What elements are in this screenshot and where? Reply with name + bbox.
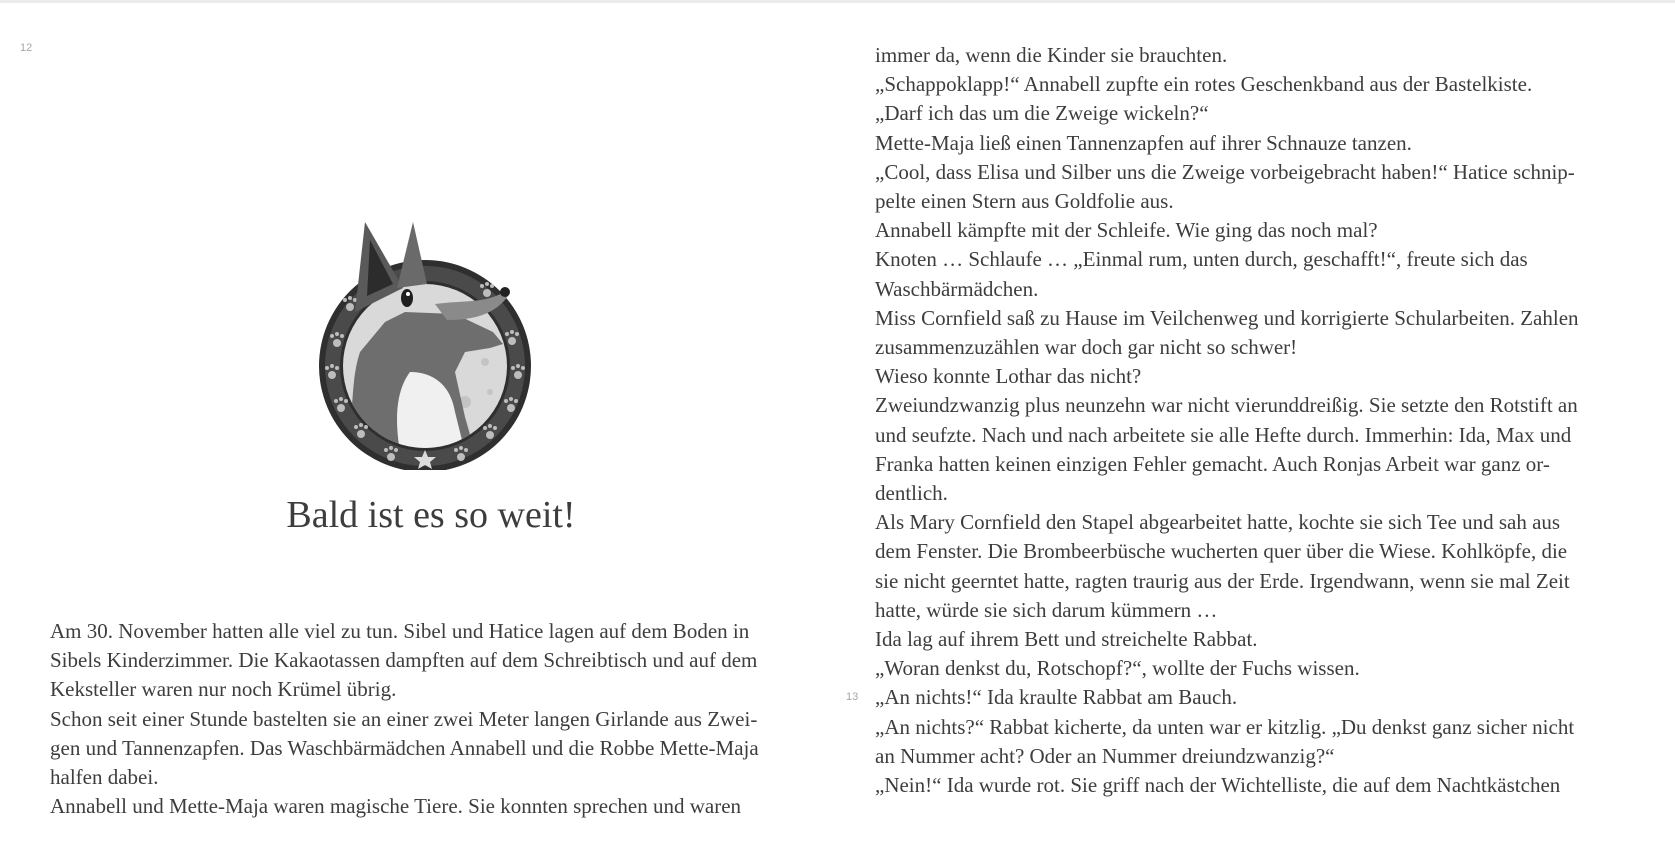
text-line: Keksteller waren nur noch Krümel übrig. <box>50 677 397 702</box>
text-line: „An nichts!“ Ida kraulte Rabbat am Bauch. <box>875 685 1238 710</box>
text-line: dem Fenster. Die Brombeerbüsche wucherten quer über die Wiese. Kohlköpfe, die <box>875 539 1568 564</box>
top-divider <box>0 0 1675 3</box>
text-line: Waschbärmädchen. <box>875 276 1039 301</box>
text-line: Annabell und Mette-Maja waren magische Tiere. Sie konnten sprechen und waren <box>50 794 742 819</box>
text-line: Ida lag auf ihrem Bett und streichelte Rabbat. <box>875 627 1258 652</box>
text-line: „An nichts?“ Rabbat kicherte, da unten war er kitzlig. „Du denkst ganz sicher nicht <box>875 714 1575 739</box>
text-line: hatte, würde sie sich darum kümmern … <box>875 597 1218 622</box>
text-line: und seufzte. Nach und nach arbeitete sie alle Hefte durch. Immerhin: Ida, Max und <box>875 422 1572 447</box>
text-line: Knoten … Schlaufe … „Einmal rum, unten durch, geschafft!“, freute sich das <box>875 247 1528 272</box>
text-line: Sibels Kinderzimmer. Die Kakaotassen dampften auf dem Schreibtisch und auf dem <box>50 648 758 673</box>
text-line: „Cool, dass Elisa und Silber uns die Zweige vorbeigebracht haben!“ Hatice schnip- <box>875 159 1575 184</box>
text-line: pelte einen Stern aus Goldfolie aus. <box>875 189 1174 214</box>
text-line: dentlich. <box>875 481 948 506</box>
text-line: Wieso konnte Lothar das nicht? <box>875 364 1142 389</box>
text-line: „Schappoklapp!“ Annabell zupfte ein rotes Geschenkband aus der Bastelkiste. <box>875 72 1533 97</box>
text-line: Als Mary Cornfield den Stapel abgearbeitet hatte, kochte sie sich Tee und sah aus <box>875 510 1561 535</box>
text-line: Annabell kämpfte mit der Schleife. Wie ging das noch mal? <box>875 218 1378 243</box>
text-line: immer da, wenn die Kinder sie brauchten. <box>875 43 1228 67</box>
text-line: zusammenzuzählen war doch gar nicht so schwer! <box>875 335 1298 360</box>
right-page-text <box>875 41 1645 800</box>
page-number-right: 13 <box>846 691 859 703</box>
text-line: Mette-Maja ließ einen Tannenzapfen auf ihrer Schnauze tanzen. <box>875 130 1412 155</box>
text-line: Am 30. November hatten alle viel zu tun. Sibel und Hatice lagen auf dem Boden in <box>50 619 750 643</box>
text-line: Franka hatten keinen einzigen Fehler gemacht. Auch Ronjas Arbeit war ganz or- <box>875 451 1550 476</box>
text-line: „Nein!“ Ida wurde rot. Sie griff nach der Wichtelliste, die auf dem Nachtkästchen <box>875 773 1561 798</box>
fox-emblem-icon <box>315 222 553 470</box>
text-line: Schon seit einer Stunde bastelten sie an einer zwei Meter langen Girlande aus Zwei- <box>50 706 758 731</box>
text-line: halfen dabei. <box>50 765 159 790</box>
text-line: „Darf ich das um die Zweige wickeln?“ <box>875 101 1209 126</box>
text-line: an Nummer acht? Oder an Nummer dreiundzwanzig?“ <box>875 743 1335 768</box>
chapter-title: Bald ist es so weit! <box>286 494 576 536</box>
left-page-text <box>50 617 820 821</box>
text-line: gen und Tannenzapfen. Das Waschbärmädchen Annabell und die Robbe Mette-Maja <box>50 735 759 760</box>
page-number-left: 12 <box>20 42 33 54</box>
text-line: „Woran denkst du, Rotschopf?“, wollte der Fuchs wissen. <box>875 656 1360 681</box>
text-line: Miss Cornfield saß zu Hause im Veilchenweg und korrigierte Schularbeiten. Zahlen <box>875 305 1579 330</box>
text-line: Zweiundzwanzig plus neunzehn war nicht vierunddreißig. Sie setzte den Rotstift an <box>875 393 1578 418</box>
text-line: sie nicht geerntet hatte, ragten traurig aus der Erde. Irgendwann, wenn sie mal Zeit <box>875 568 1570 593</box>
